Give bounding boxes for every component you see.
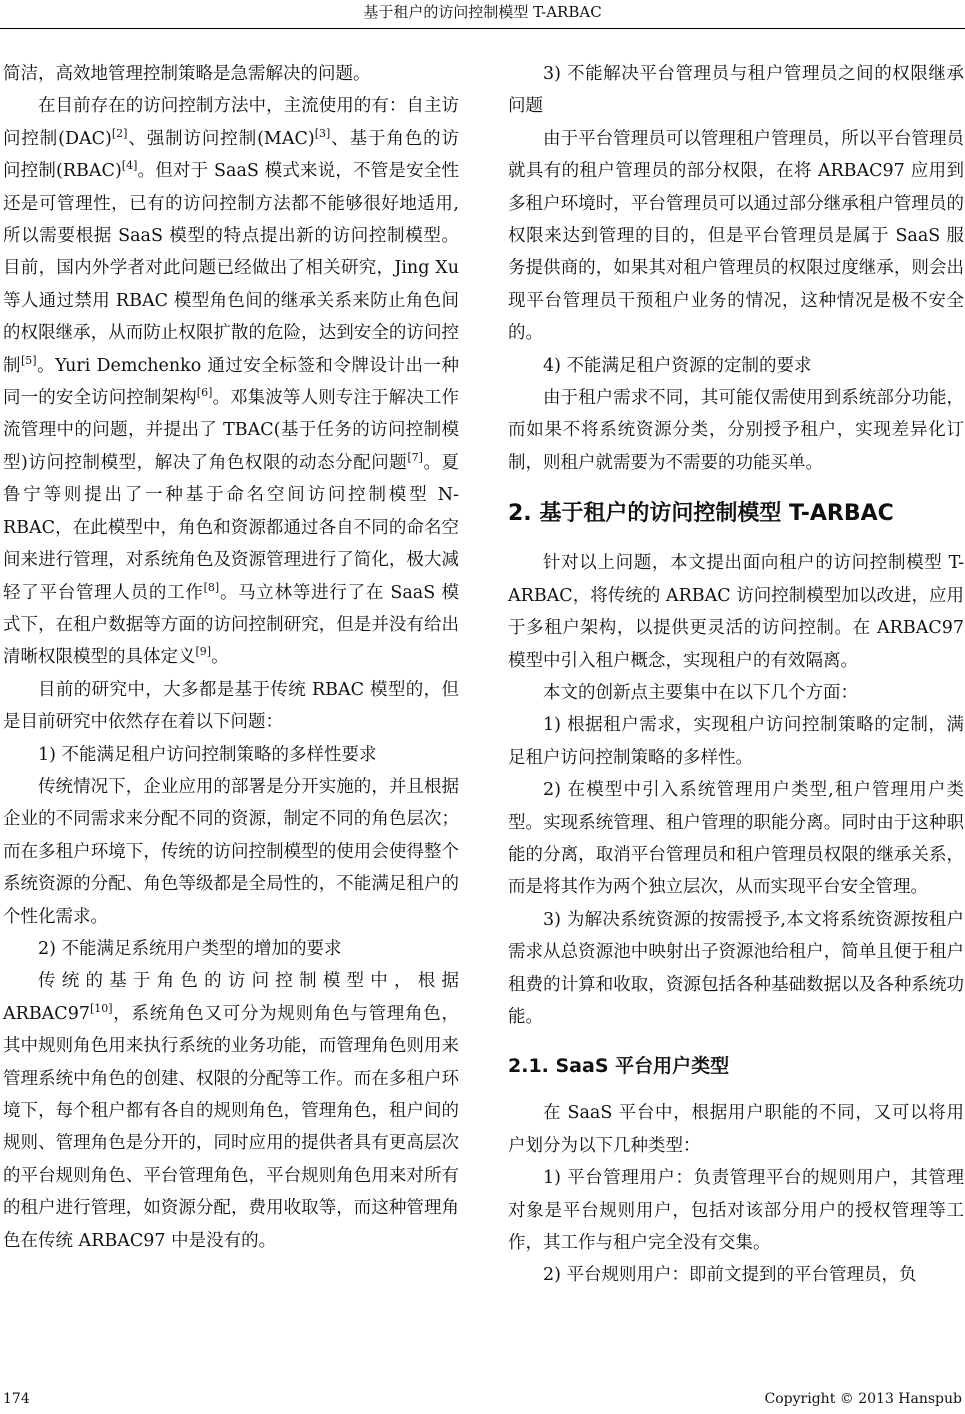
- paragraph: 传统的基于角色的访问控制模型中，根据 ARBAC97[10]，系统角色又可分为规则角色与管理角色，其中规则角色用来执行系统的业务功能，而管理角色则用来管理系统中角色的创建、权限的分配等工作。而在多租户环境下，每个租户都有各自的规则角色，管理角色，租户间的规则、管理角色是分开的，同时应用的提供者具有更高层次的平台规则角色、平台管理角色，平台规则角色用来对所有的租户进行管理，如资源分配，费用收取等，而这种管理角色在传统 ARBAC97 中是没有的。: [3, 971, 459, 1251]
- header-rule: [0, 28, 965, 29]
- list-item: 1) 根据租户需求，实现租户访问控制策略的定制，满足租户访问控制策略的多样性。: [508, 715, 964, 768]
- citation[interactable]: [10]: [89, 1001, 113, 1015]
- running-header: 基于租户的访问控制模型 T-ARBAC: [363, 3, 602, 21]
- copyright: Copyright © 2013 Hanspub: [764, 1391, 962, 1407]
- paragraph: 目前的研究中，大多都是基于传统 RBAC 模型的，但是目前研究中依然存在着以下问题：: [3, 679, 459, 733]
- citation[interactable]: [5]: [21, 353, 37, 367]
- citation[interactable]: [7]: [407, 451, 423, 465]
- list-item: 1) 平台管理用户：负责管理平台的规则用户，其管理对象是平台规则用户，包括对该部分用户的授权管理等工作，其工作与租户完全没有交集。: [508, 1168, 964, 1253]
- paragraph: 本文的创新点主要集中在以下几个方面：: [543, 682, 858, 703]
- section-heading: 2. 基于租户的访问控制模型 T-ARBAC: [508, 501, 894, 527]
- list-item: 3) 为解决系统资源的按需授予,本文将系统资源按租户需求从总资源池中映射出子资源池给租户，简单且便于租户租费的计算和收取，资源包括各种基础数据以及各种系统功能。: [508, 909, 964, 1027]
- paragraph: 由于租户需求不同，其可能仅需使用到系统部分功能，而如果不将系统资源分类，分别授予租户，实现差异化订制，则租户就需要为不需要的功能买单。: [508, 388, 964, 473]
- left-column: [3, 58, 459, 1257]
- citation[interactable]: [9]: [195, 645, 212, 659]
- paragraph: 在目前存在的访问控制方法中，主流使用的有：自主访问控制(DAC)[2]、强制访问控制(MAC)[3]、基于角色的访问控制(RBAC)[4]。但对于 SaaS 模式来说，不管是安全性还是可管理性，已有的访问控制方法都不能够很好地适用,所以需要根据 SaaS 模型的特点提出新的访问控制模型。目前，国内外学者对此问题已经做出了相关研究，Jing Xu 等人通过禁用 RBAC 模型角色间的继承关系来防止角色间的权限继承，从而防止权限扩散的危险，达到安全的访问控制[5]。Yuri Demchenko 通过安全标签和令牌设计出一种同一的安全访问控制架构[6]。邓集波等人则专注于解决工作流管理中的问题，并提出了 TBAC(基于任务的访问控制模型)访问控制模型，解决了角色权限的动态分配问题[7]。夏鲁宁等则提出了一种基于命名空间访问控制模型 N-RBAC，在此模型中，角色和资源都通过各自不同的命名空间来进行管理，对系统角色及资源管理进行了简化，极大减轻了平台管理人员的工作[8]。马立林等进行了在 SaaS 模式下，在租户数据等方面的访问控制研究，但是并没有给出清晰权限模型的具体定义[9]。: [3, 96, 460, 668]
- list-item: 4) 不能满足租户资源的定制的要求: [543, 355, 812, 376]
- citation[interactable]: [4]: [121, 159, 138, 173]
- paragraph: 针对以上问题，本文提出面向租户的访问控制模型 T-ARBAC，将传统的 ARBAC 访问控制模型加以改进，应用于多租户架构，以提供更灵活的访问控制。在 ARBAC97 模型中引入租户概念，实现租户的有效隔离。: [508, 553, 964, 671]
- paragraph: 由于平台管理员可以管理租户管理员，所以平台管理员就具有的租户管理员的部分权限，在将 ARBAC97 应用到多租户环境时，平台管理员可以通过部分继承租户管理员的权限来达到管理的目的，但是平台管理员是属于 SaaS 服务提供商的，如果其对租户管理员的权限过度继承，则会出现平台管理员干预租户业务的情况，这种情况是极不安全的。: [508, 128, 964, 344]
- paragraph: 在 SaaS 平台中，根据用户职能的不同，又可以将用户划分为以下几种类型：: [508, 1103, 964, 1156]
- page-number: 174: [3, 1391, 30, 1407]
- subsection-heading: 2.1. SaaS 平台用户类型: [508, 1055, 730, 1078]
- citation[interactable]: [2]: [111, 126, 128, 140]
- citation[interactable]: [8]: [203, 580, 220, 594]
- citation[interactable]: [6]: [196, 386, 213, 400]
- right-column: [508, 58, 964, 1292]
- citation[interactable]: [3]: [314, 126, 331, 140]
- paragraph: 传统情况下，企业应用的部署是分开实施的，并且根据企业的不同需求来分配不同的资源，制定不同的角色层次；而在多租户环境下，传统的访问控制模型的使用会使得整个系统资源的分配、角色等级都是全局性的，不能满足租户的个性化需求。: [3, 776, 459, 927]
- list-item: 3) 不能解决平台管理员与租户管理员之间的权限继承问题: [508, 64, 964, 117]
- paragraph: 简洁，高效地管理控制策略是急需解决的问题。: [3, 64, 371, 84]
- list-item: 1) 不能满足租户访问控制策略的多样性要求: [38, 744, 377, 765]
- list-item: 2) 平台规则用户：即前文提到的平台管理员，负: [543, 1265, 917, 1286]
- list-item: 2) 不能满足系统用户类型的增加的要求: [38, 938, 342, 959]
- list-item: 2) 在模型中引入系统管理用户类型,租户管理用户类型。实现系统管理、租户管理的职能分离。同时由于这种职能的分离，取消平台管理员和租户管理员权限的继承关系，而是将其作为两个独立层次，从而实现平台安全管理。: [508, 780, 964, 898]
